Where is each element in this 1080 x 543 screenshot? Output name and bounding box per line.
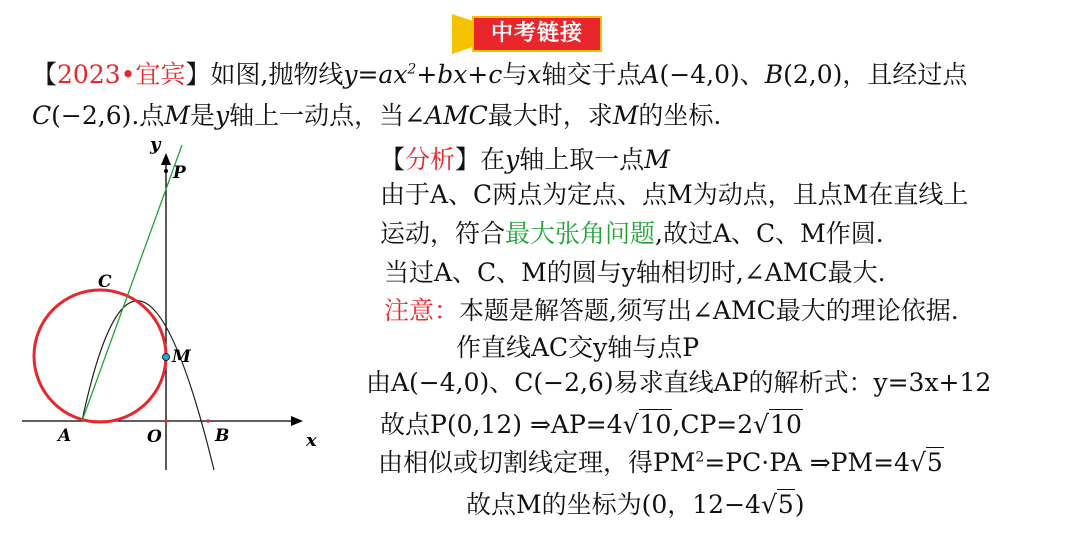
point-p bbox=[164, 169, 168, 173]
analysis-line-3: 运动，符合最大张角问题,故过A、C、M作圆. bbox=[380, 219, 884, 248]
geometry-figure bbox=[0, 0, 360, 543]
label-y-axis: y bbox=[150, 134, 161, 155]
analysis-line-8: 故点P(0,12) ⇒AP=4√10,CP=2√10 bbox=[380, 410, 802, 439]
banner-label: 中考链接 bbox=[472, 16, 602, 52]
point-m bbox=[163, 354, 170, 361]
point-b bbox=[206, 419, 210, 423]
x-axis-arrow bbox=[291, 416, 303, 426]
analysis-line-1: 【分析】在y轴上取一点M bbox=[380, 145, 670, 174]
problem-line-1: 【2023•宜宾】如图,抛物线$y=ax^2+bx+c$与x轴交于点A(−4,0)、B(2,0)，且经过点 bbox=[32, 60, 968, 89]
note-label: 注意： bbox=[384, 296, 460, 325]
analysis-line-10: 故点M的坐标为(0，12−4√5) bbox=[466, 490, 805, 519]
point-o bbox=[164, 419, 168, 423]
year-tag: 2023•宜宾 bbox=[57, 60, 186, 89]
label-b: B bbox=[215, 426, 230, 446]
sqrt-radicand: 5 bbox=[777, 490, 794, 519]
analysis-line-4: 当过A、C、M的圆与y轴相切时,∠AMC最大. bbox=[384, 258, 886, 287]
sqrt-radicand: 10 bbox=[639, 410, 672, 439]
section-banner bbox=[452, 14, 604, 54]
label-x-axis: x bbox=[306, 430, 317, 451]
sqrt-radicand: 10 bbox=[770, 410, 802, 439]
label-c: C bbox=[98, 272, 112, 292]
problem-line-2: C(−2,6).点M是y轴上一动点，当∠AMC最大时，求M的坐标. bbox=[32, 101, 722, 130]
label-p: P bbox=[173, 163, 186, 183]
analysis-tag: 分析 bbox=[405, 145, 456, 174]
label-o: O bbox=[147, 427, 162, 447]
analysis-line-6: 作直线AC交y轴与点P bbox=[456, 333, 700, 362]
analysis-line-2: 由于A、C两点为定点、点M为动点，且点M在直线上 bbox=[380, 180, 969, 209]
max-angle-problem-term: 最大张角问题 bbox=[505, 219, 656, 248]
analysis-line-7: 由A(−4,0)、C(−2,6)易求直线AP的解析式：y=3x+12 bbox=[366, 368, 992, 397]
label-a: A bbox=[58, 426, 72, 446]
label-m: M bbox=[172, 347, 191, 367]
circle-acm bbox=[34, 290, 166, 422]
analysis-line-5: 注意：本题是解答题,须写出∠AMC最大的理论依据. bbox=[384, 296, 959, 325]
sqrt-radicand: 5 bbox=[926, 448, 943, 477]
analysis-line-9: 由相似或切割线定理，得$PM^2=PC\cdot PA$ ⇒PM=4√5 bbox=[378, 448, 943, 477]
y-axis-arrow bbox=[161, 153, 171, 165]
line-ap bbox=[82, 145, 182, 421]
